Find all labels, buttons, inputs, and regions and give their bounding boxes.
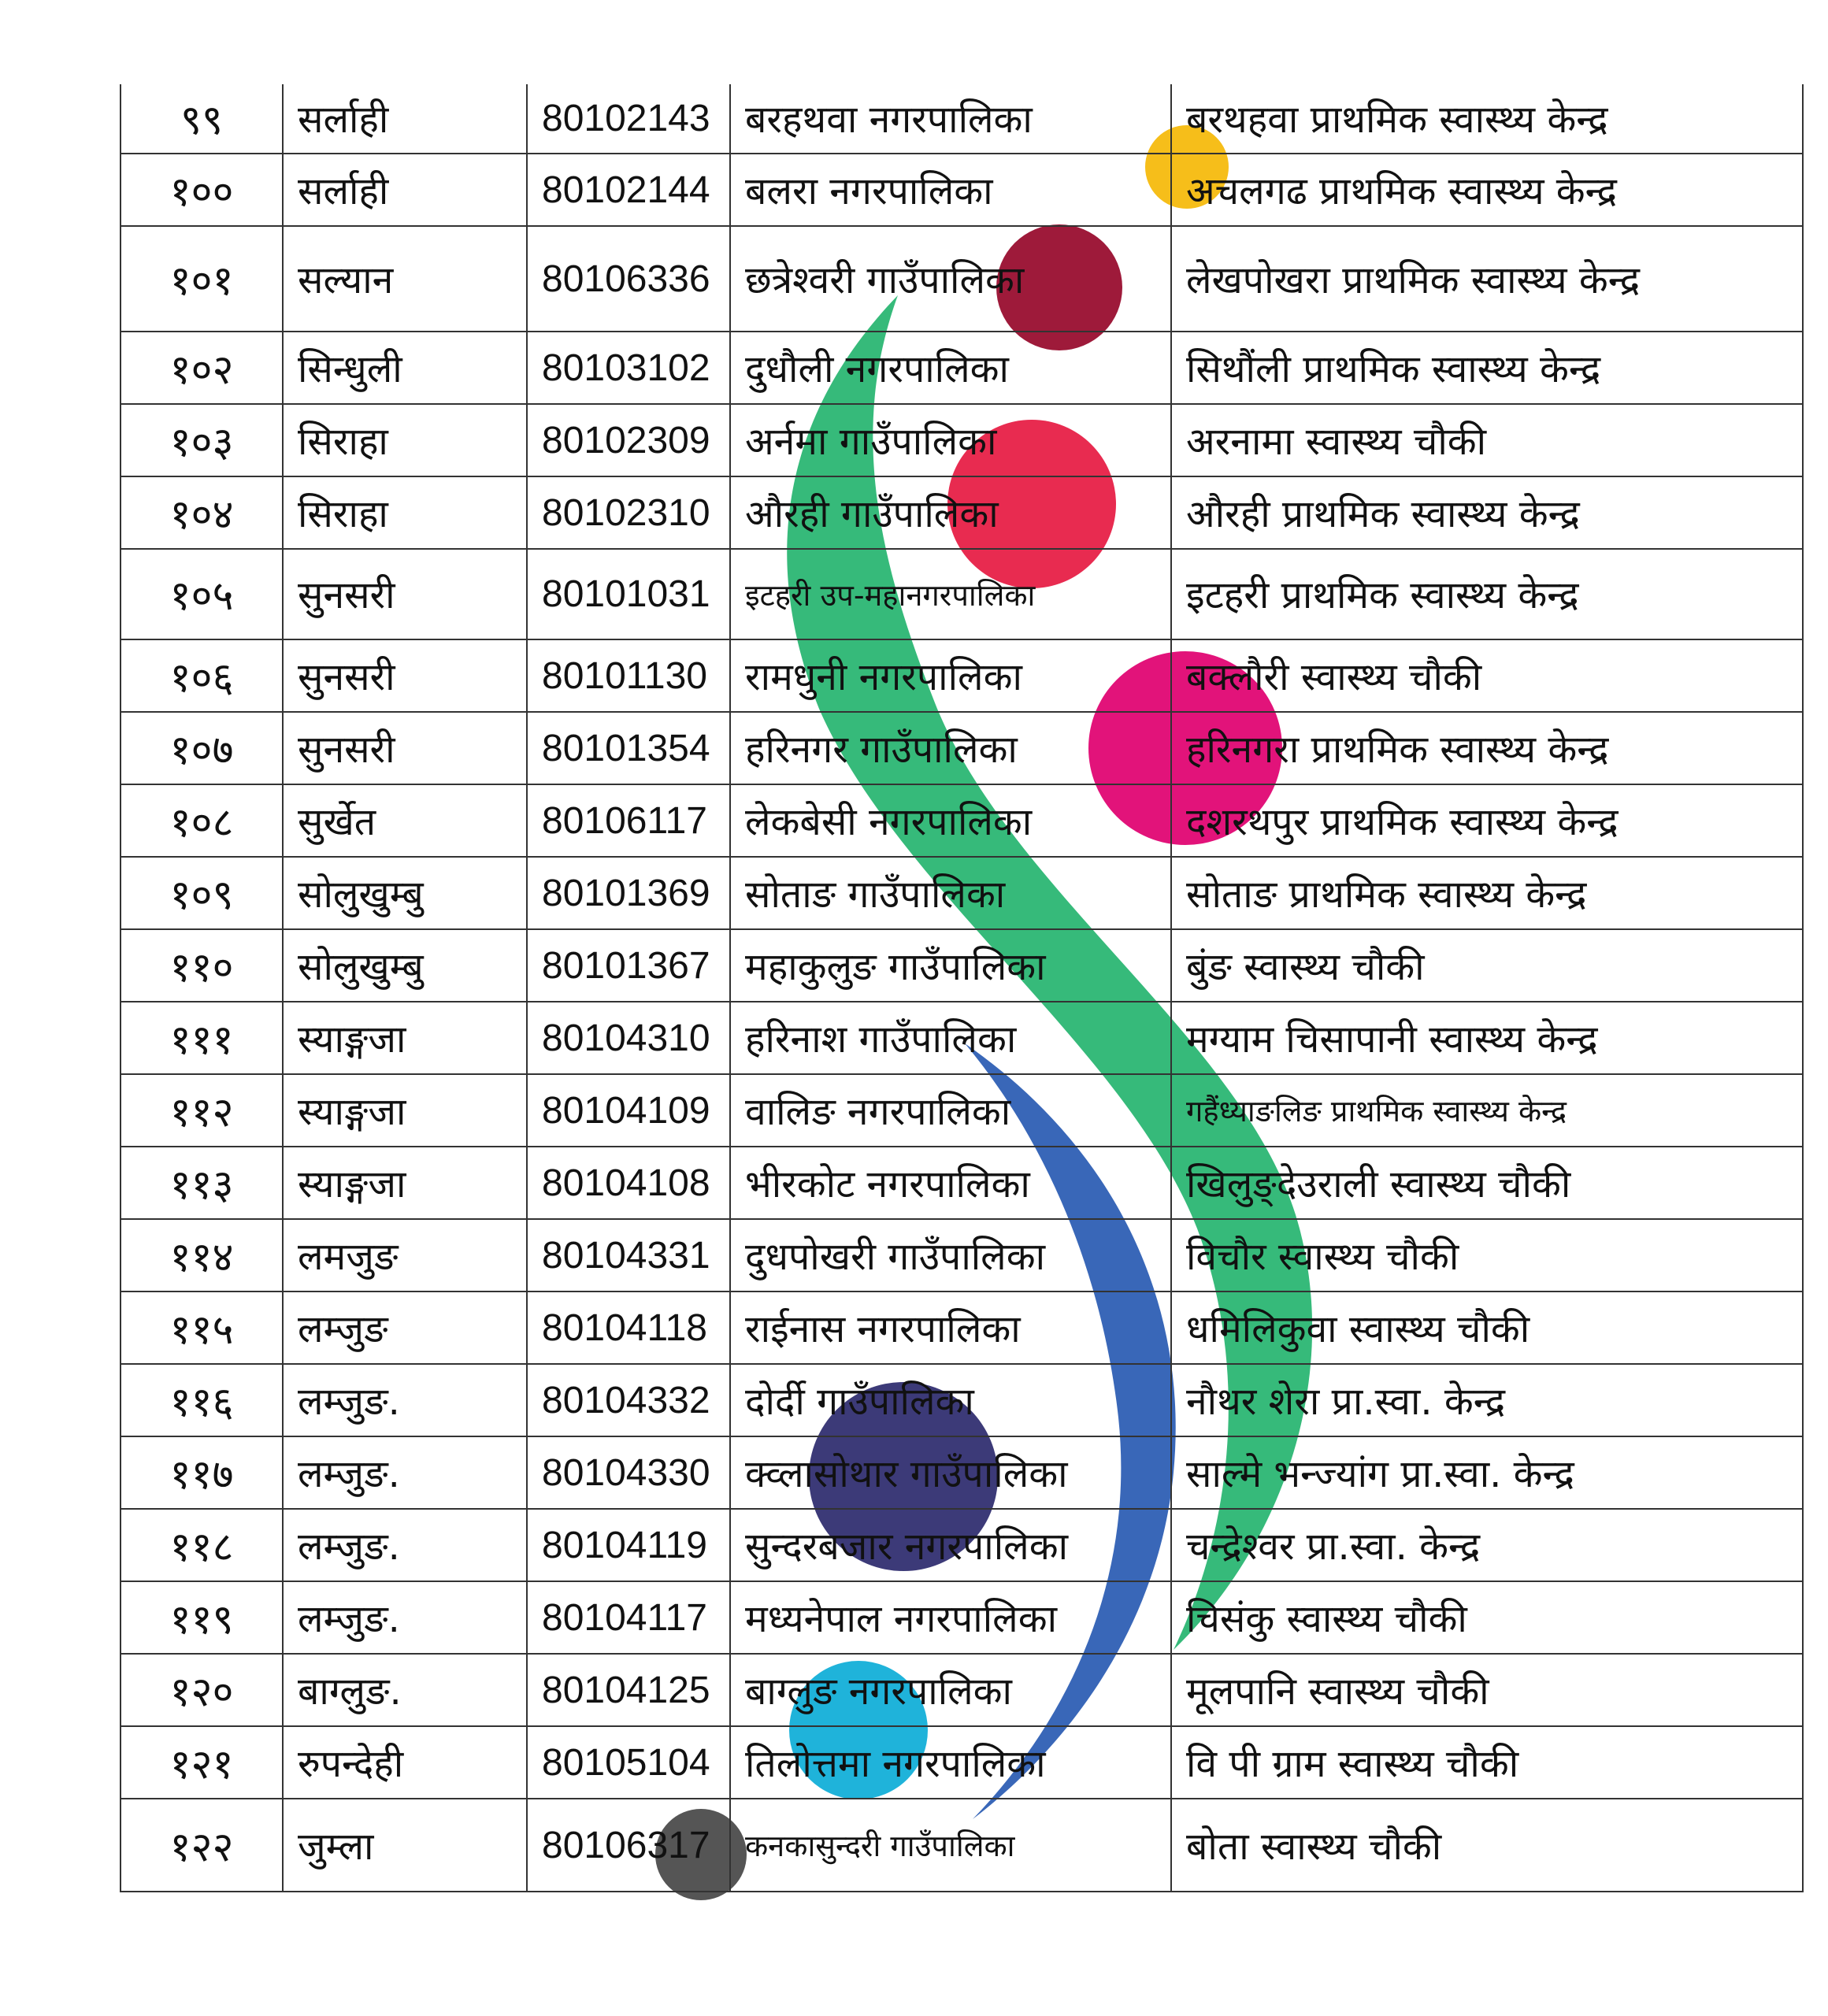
office-code-cell: 80103102	[527, 332, 730, 404]
district-cell: सिन्धुली	[283, 332, 527, 404]
district-cell: सुनसरी	[283, 549, 527, 639]
serial-number-cell: ११५	[121, 1292, 283, 1364]
serial-number-cell: १०४	[121, 476, 283, 549]
local-unit-cell: इटहरी उप-महानगरपालिका	[730, 549, 1171, 639]
district-cell: रुपन्देही	[283, 1726, 527, 1799]
district-cell: लमजुङ	[283, 1219, 527, 1292]
health-facility-cell: चन्द्रेश्वर प्रा.स्वा. केन्द्र	[1171, 1509, 1803, 1581]
table-row	[121, 1726, 1803, 1799]
office-code-cell: 80102310	[527, 476, 730, 549]
table-row	[121, 857, 1803, 929]
office-code-cell: 80106317	[527, 1799, 730, 1892]
serial-number-cell: १२०	[121, 1654, 283, 1726]
serial-number-cell: ११९	[121, 1581, 283, 1654]
district-cell: सुर्खेत	[283, 784, 527, 857]
facility-table	[120, 84, 1804, 1892]
table-row	[121, 929, 1803, 1002]
serial-number-cell: १०५	[121, 549, 283, 639]
health-facility-cell: औरही प्राथमिक स्वास्थ्य केन्द्र	[1171, 476, 1803, 549]
local-unit-cell: सुन्दरबजार नगरपालिका	[730, 1509, 1171, 1581]
table-row	[121, 1654, 1803, 1726]
health-facility-cell: खिलुङ्देउराली स्वास्थ्य चौकी	[1171, 1147, 1803, 1219]
table-row	[121, 1219, 1803, 1292]
health-facility-cell: सोताङ प्राथमिक स्वास्थ्य केन्द्र	[1171, 857, 1803, 929]
district-cell: लम्जुङ.	[283, 1436, 527, 1509]
serial-number-cell: १०२	[121, 332, 283, 404]
health-facility-cell: धमिलिकुवा स्वास्थ्य चौकी	[1171, 1292, 1803, 1364]
office-code-cell: 80104119	[527, 1509, 730, 1581]
serial-number-cell: १०९	[121, 857, 283, 929]
office-code-cell: 80105104	[527, 1726, 730, 1799]
health-facility-cell: बुंङ स्वास्थ्य चौकी	[1171, 929, 1803, 1002]
health-facility-cell: विचौर स्वास्थ्य चौकी	[1171, 1219, 1803, 1292]
local-unit-cell: भीरकोट नगरपालिका	[730, 1147, 1171, 1219]
table-row	[121, 476, 1803, 549]
table-row	[121, 1147, 1803, 1219]
serial-number-cell: १०७	[121, 712, 283, 784]
table-row	[121, 226, 1803, 332]
district-cell: जुम्ला	[283, 1799, 527, 1892]
health-facility-cell: बक्लौरी स्वास्थ्य चौकी	[1171, 639, 1803, 712]
office-code-cell: 80104332	[527, 1364, 730, 1436]
serial-number-cell: ११७	[121, 1436, 283, 1509]
office-code-cell: 80101031	[527, 549, 730, 639]
serial-number-cell: ११४	[121, 1219, 283, 1292]
table-row	[121, 1292, 1803, 1364]
table-row	[121, 549, 1803, 639]
district-cell: स्याङ्गजा	[283, 1147, 527, 1219]
local-unit-cell: वालिङ नगरपालिका	[730, 1074, 1171, 1147]
health-facility-cell: गहैंध्याङलिङ प्राथमिक स्वास्थ्य केन्द्र	[1171, 1074, 1803, 1147]
table-row	[121, 639, 1803, 712]
district-cell: सोलुखुम्बु	[283, 929, 527, 1002]
serial-number-cell: १२१	[121, 1726, 283, 1799]
table-row	[121, 1074, 1803, 1147]
serial-number-cell: १०३	[121, 404, 283, 476]
local-unit-cell: दुधौली नगरपालिका	[730, 332, 1171, 404]
local-unit-cell: हरिनगर गाउँपालिका	[730, 712, 1171, 784]
district-cell: स्याङ्गजा	[283, 1002, 527, 1074]
health-facility-cell: बरथहवा प्राथमिक स्वास्थ्य केन्द्र	[1171, 84, 1803, 154]
office-code-cell: 80102309	[527, 404, 730, 476]
serial-number-cell: १०८	[121, 784, 283, 857]
table-row	[121, 1436, 1803, 1509]
serial-number-cell: ११२	[121, 1074, 283, 1147]
office-code-cell: 80106336	[527, 226, 730, 332]
table-row	[121, 332, 1803, 404]
local-unit-cell: छत्रेश्वरी गाउँपालिका	[730, 226, 1171, 332]
serial-number-cell: १०१	[121, 226, 283, 332]
office-code-cell: 80101354	[527, 712, 730, 784]
table-row	[121, 784, 1803, 857]
office-code-cell: 80101130	[527, 639, 730, 712]
local-unit-cell: तिलोत्तमा नगरपालिका	[730, 1726, 1171, 1799]
office-code-cell: 80104118	[527, 1292, 730, 1364]
local-unit-cell: सोताङ गाउँपालिका	[730, 857, 1171, 929]
local-unit-cell: अर्नमा गाउँपालिका	[730, 404, 1171, 476]
facility-table-container	[120, 84, 1802, 1892]
health-facility-cell: अरनामा स्वास्थ्य चौकी	[1171, 404, 1803, 476]
district-cell: सल्यान	[283, 226, 527, 332]
local-unit-cell: बलरा नगरपालिका	[730, 154, 1171, 226]
health-facility-cell: नौथर शेरा प्रा.स्वा. केन्द्र	[1171, 1364, 1803, 1436]
table-row	[121, 84, 1803, 154]
district-cell: सिराहा	[283, 404, 527, 476]
table-row	[121, 1002, 1803, 1074]
health-facility-cell: दशरथपुर प्राथमिक स्वास्थ्य केन्द्र	[1171, 784, 1803, 857]
serial-number-cell: ११६	[121, 1364, 283, 1436]
local-unit-cell: क्व्लासोथार गाउँपालिका	[730, 1436, 1171, 1509]
table-row	[121, 404, 1803, 476]
district-cell: सुनसरी	[283, 712, 527, 784]
table-body	[121, 84, 1803, 1892]
office-code-cell: 80104331	[527, 1219, 730, 1292]
health-facility-cell: हरिनगरा प्राथमिक स्वास्थ्य केन्द्र	[1171, 712, 1803, 784]
local-unit-cell: राईनास नगरपालिका	[730, 1292, 1171, 1364]
district-cell: स्याङ्गजा	[283, 1074, 527, 1147]
local-unit-cell: हरिनाश गाउँपालिका	[730, 1002, 1171, 1074]
district-cell: सर्लाही	[283, 84, 527, 154]
district-cell: सिराहा	[283, 476, 527, 549]
serial-number-cell: १०६	[121, 639, 283, 712]
local-unit-cell: लेकबेसी नगरपालिका	[730, 784, 1171, 857]
local-unit-cell: महाकुलुङ गाउँपालिका	[730, 929, 1171, 1002]
office-code-cell: 80101369	[527, 857, 730, 929]
health-facility-cell: अचलगढ प्राथमिक स्वास्थ्य केन्द्र	[1171, 154, 1803, 226]
district-cell: सुनसरी	[283, 639, 527, 712]
table-row	[121, 1509, 1803, 1581]
serial-number-cell: ११८	[121, 1509, 283, 1581]
office-code-cell: 80104117	[527, 1581, 730, 1654]
district-cell: लम्जुङ.	[283, 1581, 527, 1654]
health-facility-cell: चिसंकु स्वास्थ्य चौकी	[1171, 1581, 1803, 1654]
office-code-cell: 80104310	[527, 1002, 730, 1074]
district-cell: लम्जुङ.	[283, 1364, 527, 1436]
office-code-cell: 80102144	[527, 154, 730, 226]
serial-number-cell: ११०	[121, 929, 283, 1002]
serial-number-cell: ९९	[121, 84, 283, 154]
local-unit-cell: मध्यनेपाल नगरपालिका	[730, 1581, 1171, 1654]
health-facility-cell: इटहरी प्राथमिक स्वास्थ्य केन्द्र	[1171, 549, 1803, 639]
office-code-cell: 80101367	[527, 929, 730, 1002]
office-code-cell: 80102143	[527, 84, 730, 154]
table-row	[121, 1364, 1803, 1436]
health-facility-cell: मग्याम चिसापानी स्वास्थ्य केन्द्र	[1171, 1002, 1803, 1074]
health-facility-cell: बोता स्वास्थ्य चौकी	[1171, 1799, 1803, 1892]
table-row	[121, 1581, 1803, 1654]
serial-number-cell: १११	[121, 1002, 283, 1074]
table-row	[121, 154, 1803, 226]
district-cell: सोलुखुम्बु	[283, 857, 527, 929]
health-facility-cell: साल्मे भन्ज्यांग प्रा.स्वा. केन्द्र	[1171, 1436, 1803, 1509]
health-facility-cell: मूलपानि स्वास्थ्य चौकी	[1171, 1654, 1803, 1726]
local-unit-cell: कनकासुन्दरी गाउँपालिका	[730, 1799, 1171, 1892]
district-cell: लम्जुङ.	[283, 1509, 527, 1581]
serial-number-cell: १००	[121, 154, 283, 226]
office-code-cell: 80104108	[527, 1147, 730, 1219]
local-unit-cell: बाग्लुङ नगरपालिका	[730, 1654, 1171, 1726]
health-facility-cell: लेखपोखरा प्राथमिक स्वास्थ्य केन्द्र	[1171, 226, 1803, 332]
office-code-cell: 80104330	[527, 1436, 730, 1509]
local-unit-cell: औरही गाउँपालिका	[730, 476, 1171, 549]
local-unit-cell: बरहथवा नगरपालिका	[730, 84, 1171, 154]
serial-number-cell: ११३	[121, 1147, 283, 1219]
table-row	[121, 712, 1803, 784]
health-facility-cell: सिथौंली प्राथमिक स्वास्थ्य केन्द्र	[1171, 332, 1803, 404]
district-cell: बाग्लुङ.	[283, 1654, 527, 1726]
district-cell: सर्लाही	[283, 154, 527, 226]
local-unit-cell: दुधपोखरी गाउँपालिका	[730, 1219, 1171, 1292]
office-code-cell: 80104125	[527, 1654, 730, 1726]
table-row	[121, 1799, 1803, 1892]
local-unit-cell: रामधुनी नगरपालिका	[730, 639, 1171, 712]
office-code-cell: 80106117	[527, 784, 730, 857]
serial-number-cell: १२२	[121, 1799, 283, 1892]
office-code-cell: 80104109	[527, 1074, 730, 1147]
district-cell: लम्जुङ	[283, 1292, 527, 1364]
health-facility-cell: वि पी ग्राम स्वास्थ्य चौकी	[1171, 1726, 1803, 1799]
local-unit-cell: दोर्दी गाउँपालिका	[730, 1364, 1171, 1436]
